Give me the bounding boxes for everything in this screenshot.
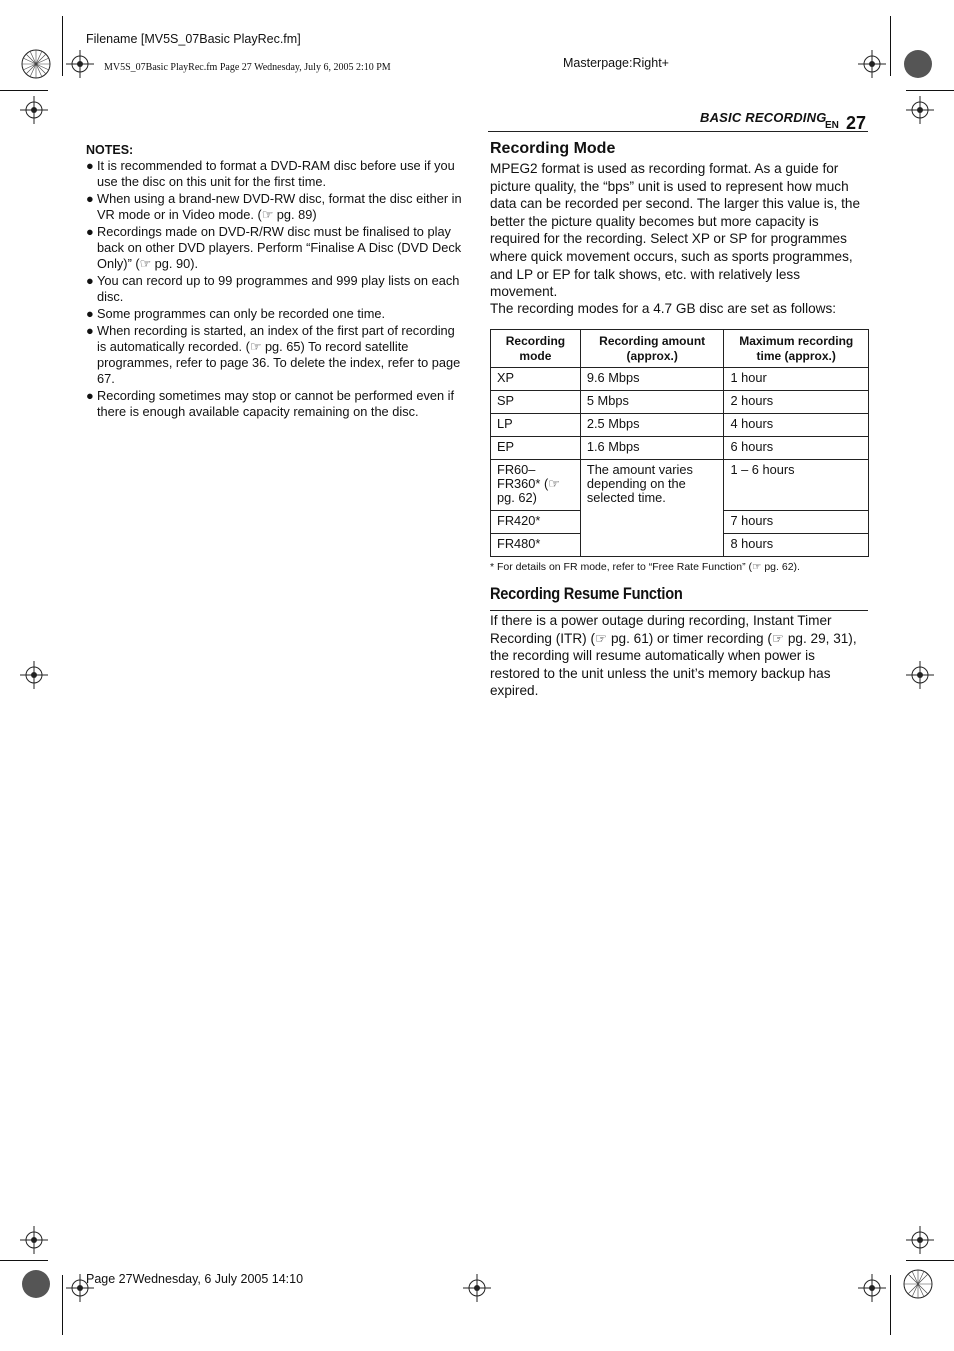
crosshair-icon <box>20 1226 48 1254</box>
masterpage-label: Masterpage:Right+ <box>563 56 669 70</box>
amount-cell: The amount varies depending on the selected time. <box>580 460 724 557</box>
bullet-icon: ● <box>86 273 94 288</box>
footer-timestamp: Page 27Wednesday, 6 July 2005 14:10 <box>86 1272 304 1286</box>
mode-cell: FR60– FR360* (☞ pg. 62) <box>491 460 581 511</box>
table-row <box>491 414 869 437</box>
recording-modes-table <box>490 329 869 557</box>
resume-body: If there is a power outage during recording, Instant Timer Recording (ITR) (☞ pg. 61) or timer recording (☞ pg. 29, 31), the recording will resume automatically when power is restored to the unit unless the unit’s memory backup has expired. <box>490 613 857 699</box>
registration-mark-icon <box>902 1268 934 1300</box>
resume-heading: Recording Resume Function <box>490 584 683 603</box>
crosshair-icon <box>20 96 48 124</box>
amount-cell: 5 Mbps <box>580 391 724 414</box>
language-label: EN <box>825 120 839 131</box>
list-item: ● It is recommended to format a DVD-RAM disc before use if you use the disc on this unit for the first time. <box>86 158 455 189</box>
table-row <box>491 391 869 414</box>
table-row <box>491 437 869 460</box>
list-item: ● Recordings made on DVD-R/RW disc must be finalised to play back on other DVD players. Perform “Finalise A Disc (DVD Deck Only)” (☞ pg. 90). <box>86 224 462 271</box>
time-cell: 1 hour <box>724 368 869 391</box>
time-cell: 7 hours <box>724 511 869 534</box>
crosshair-icon <box>906 661 934 689</box>
crosshair-icon <box>906 96 934 124</box>
mode-cell: LP <box>491 414 581 437</box>
notes-list <box>86 158 464 421</box>
crosshair-icon <box>906 1226 934 1254</box>
table-row <box>491 368 869 391</box>
list-item: ● You can record up to 99 programmes and 999 play lists on each disc. <box>86 273 460 304</box>
column-header: Maximum recording time (approx.) <box>724 330 869 368</box>
time-cell: 4 hours <box>724 414 869 437</box>
crosshair-icon <box>66 50 94 78</box>
amount-cell: 9.6 Mbps <box>580 368 724 391</box>
mode-cell: FR480* <box>491 534 581 557</box>
filename-label: Filename [MV5S_07Basic PlayRec.fm] <box>86 32 301 46</box>
bullet-icon: ● <box>86 158 94 173</box>
table-header-row <box>491 330 869 368</box>
mode-cell: FR420* <box>491 511 581 534</box>
time-cell: 1 – 6 hours <box>724 460 869 511</box>
list-item: ● Some programmes can only be recorded one time. <box>86 306 386 321</box>
column-header: Recording mode <box>491 330 581 368</box>
bullet-icon: ● <box>86 306 94 321</box>
header-rule <box>488 131 868 132</box>
mode-cell: XP <box>491 368 581 391</box>
column-header: Recording amount (approx.) <box>580 330 724 368</box>
registration-mark-icon <box>902 48 934 80</box>
amount-cell: 1.6 Mbps <box>580 437 724 460</box>
crosshair-icon <box>463 1274 491 1302</box>
registration-mark-icon <box>20 48 52 80</box>
time-cell: 8 hours <box>724 534 869 557</box>
crosshair-icon <box>20 661 48 689</box>
list-item: ● Recording sometimes may stop or cannot be performed even if there is enough available capacity remaining on the disc. <box>86 388 455 419</box>
resume-heading-rule <box>490 610 868 611</box>
bullet-icon: ● <box>86 191 94 206</box>
mode-cell: EP <box>491 437 581 460</box>
table-footnote: * For details on FR mode, refer to “Free Rate Function” (☞ pg. 62). <box>490 561 800 573</box>
crosshair-icon <box>858 1274 886 1302</box>
section-header: BASIC RECORDING <box>700 110 827 125</box>
crosshair-icon <box>858 50 886 78</box>
page-number: 27 <box>846 113 867 133</box>
registration-mark-icon <box>20 1268 52 1300</box>
bullet-icon: ● <box>86 224 94 239</box>
time-cell: 2 hours <box>724 391 869 414</box>
fm-info-line: MV5S_07Basic PlayRec.fm Page 27 Wednesday, July 6, 2005 2:10 PM <box>104 62 391 73</box>
bullet-icon: ● <box>86 323 94 338</box>
notes-title: NOTES: <box>86 143 134 157</box>
list-item: ● When recording is started, an index of the first part of recording is automatically recorded. (☞ pg. 65) To record satellite programmes, refer to page 36. To delete the index, refer to page 67. <box>86 323 461 386</box>
time-cell: 6 hours <box>724 437 869 460</box>
table-row <box>491 460 869 511</box>
amount-cell: 2.5 Mbps <box>580 414 724 437</box>
bullet-icon: ● <box>86 388 94 403</box>
list-item: ● When using a brand-new DVD-RW disc, format the disc either in VR mode or in Video mode. (☞ pg. 89) <box>86 191 462 222</box>
mode-cell: SP <box>491 391 581 414</box>
recording-modes-intro: The recording modes for a 4.7 GB disc are set as follows: <box>490 301 837 316</box>
recording-mode-heading: Recording Mode <box>490 140 616 157</box>
recording-mode-body: MPEG2 format is used as recording format. As a guide for picture quality, the “bps” unit is used to represent how much data can be recorded per second. The larger this value is, the better the picture quality becomes but more capacity is required for the recording. Select XP or SP for programmes where quick movement occurs, such as sports programmes, and LP or EP for talk shows, etc. with relatively less movement. <box>490 161 861 300</box>
